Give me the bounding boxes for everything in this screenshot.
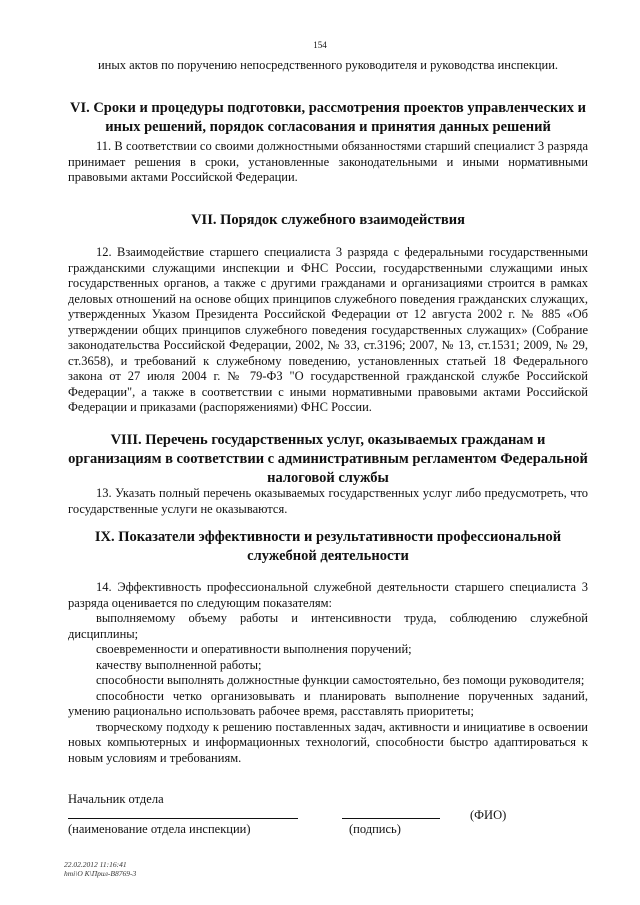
continued-line: иных актов по поручению непосредственного руководителя и руководства инспекции.: [97, 58, 559, 72]
performance-indicators: [68, 580, 588, 766]
section-vi-heading: VI. Сроки и процедуры подготовки, рассмотрения проектов управленческих и иных решений, порядок согласования и принятия данных решений: [69, 100, 587, 135]
signature-caption: (подпись): [349, 822, 401, 836]
paragraph-13: 13. Указать полный перечень оказываемых государственных услуг либо предусмотреть, что государственные услуги не оказываются.: [68, 486, 588, 516]
paragraph-12: 12. Взаимодействие старшего специалиста 3 разряда с федеральными государственными гражданскими служащими инспекции и ФНС России, государственными служащими иных государственных органов, а также с другими гражданами и организациями строится в рамках деловых отношений на основе общих принципов служебного поведения гражданских служащих, утвержденных Указом Президента Российской Федерации от 12 августа 2002 г. № 885 «Об утверждении общих принципов служебного поведения государственных служащих» (Собрание законодательства Российской Федерации, 2002, № 33, ст.3196; 2007, № 13, ст.1531; 2009, № 29, ст.3658), и требований к служебному поведению, установленных статьей 18 Федерального закона от 27 июля 2004 г. № 79-ФЗ "О государственной гражданской службе Российской Федерации", а также в соответствии с иными нормативными правовыми актами Российской Федерации и приказами (распоряжениями) ФНС России.: [68, 245, 588, 414]
indicator-item: качеству выполненной работы;: [96, 657, 262, 672]
fio-label: (ФИО): [470, 808, 507, 822]
paragraph-14: 14. Эффективность профессиональной служебной деятельности старшего специалиста 3 разряда оценивается по следующим показателям:: [68, 580, 588, 610]
section-vii-heading: VII. Порядок служебного взаимодействия: [191, 212, 465, 228]
department-name-line: [68, 818, 298, 819]
indicator-item: творческому подходу к решению поставленных задач, активности и инициативе в освоении новых компьютерных и информационных технологий, способности быстро адаптироваться к новым условиям и требованиям.: [68, 719, 588, 765]
department-caption: (наименование отдела инспекции): [68, 822, 251, 836]
paragraph-11: 11. В соответствии со своими должностными обязанностями старший специалист 3 разряда принимает решения в сроки, установленные законодательными и иными нормативными правовыми актами Российской Федерации.: [68, 139, 588, 184]
signature-position: Начальник отдела: [68, 792, 164, 806]
footer-file-path: hmi\О К\Прил-В8769-3: [64, 869, 137, 878]
page-number: 154: [313, 40, 327, 50]
indicator-item: своевременности и оперативности выполнения поручений;: [96, 642, 412, 656]
section-viii-heading: VIII. Перечень государственных услуг, оказываемых гражданам и организациям в соответствии с административным регламентом Федеральной налоговой службы: [68, 432, 588, 486]
footer-timestamp: 22.02.2012 11:16:41: [64, 860, 127, 869]
indicator-item: способности четко организовывать и планировать выполнение порученных заданий, умению рационально использовать рабочее время, расставлять приоритеты;: [68, 688, 588, 718]
indicator-item: способности выполнять должностные функции самостоятельно, без помощи руководителя;: [96, 673, 585, 687]
indicator-item: выполняемому объему работы и интенсивности труда, соблюдению служебной дисциплины;: [68, 611, 588, 641]
section-ix-heading: IX. Показатели эффективности и результативности профессиональной служебной деятельности: [94, 529, 562, 564]
signature-line: [342, 818, 440, 819]
